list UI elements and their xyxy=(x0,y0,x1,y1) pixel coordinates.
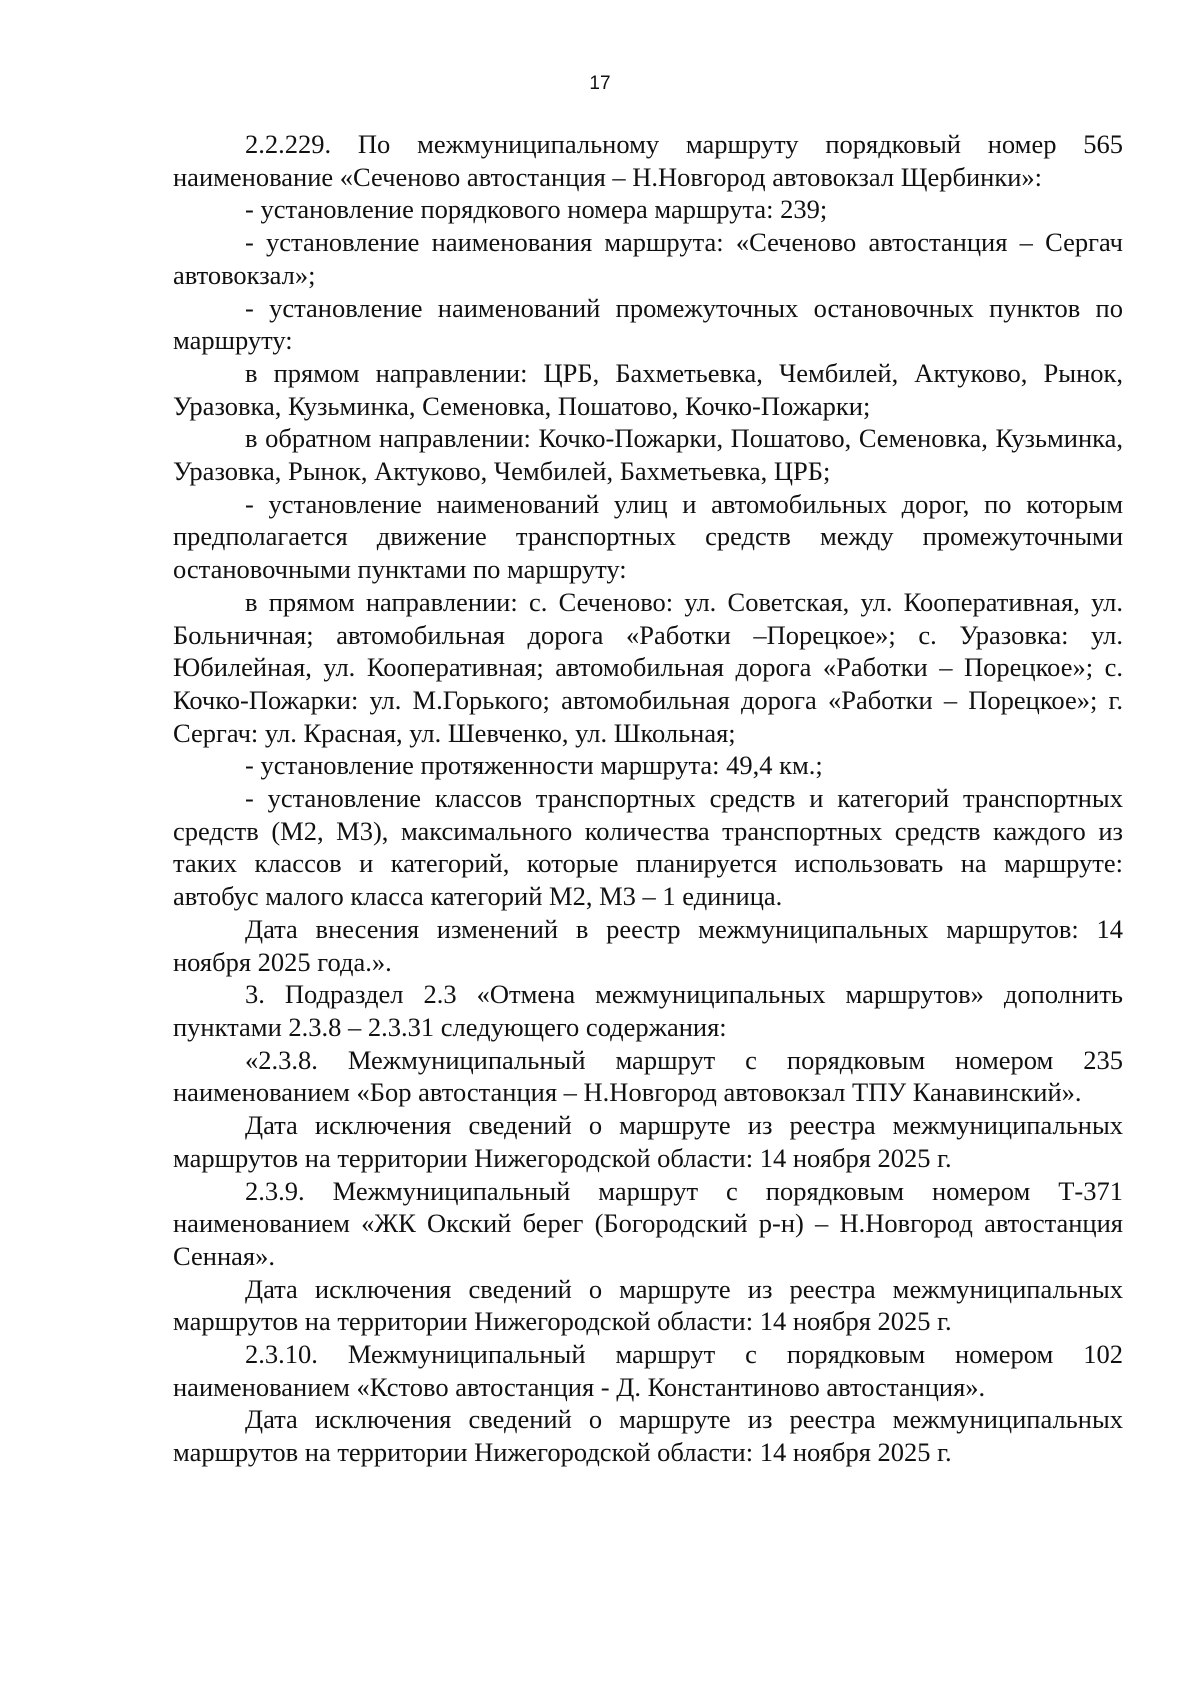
paragraph-subsection-2-3: 3. Подраздел 2.3 «Отмена межмуниципальных маршрутов» дополнить пунктами 2.3.8 – 2.3.31 следующего содержания: xyxy=(173,979,1123,1042)
paragraph-vehicle-classes: - установление классов транспортных средств и категорий транспортных средств (М2, М3), максимального количества транспортных средств каждого из таких классов и категорий, которые планируется использовать на маршруте: автобус малого класса категорий М2, М3 – 1 единица. xyxy=(173,783,1123,912)
paragraph-2-3-9: 2.3.9. Межмуниципальный маршрут с порядковым номером Т-371 наименованием «ЖК Окский берег (Богородский р-н) – Н.Новгород автостанция Сенная». xyxy=(173,1175,1123,1271)
paragraph-streets-forward: в прямом направлении: с. Сеченово: ул. Советская, ул. Кооперативная, ул. Больничная; автомобильная дорога «Работки –Порецкое»; с. Уразовка: ул. Юбилейная, ул. Кооперативная; автомобильная дорога «Работки – Порецкое»; с. Кочко-Пожарки: ул. М.Горького; автомобильная дорога «Работки – Порецкое»; г. Сергач: ул. Красная, ул. Шевченко, ул. Школьная; xyxy=(173,586,1123,748)
document-body xyxy=(173,128,1123,1469)
paragraph-route-length: - установление протяженности маршрута: 49,4 км.; xyxy=(245,750,823,781)
paragraph-route-number: - установление порядкового номера маршрута: 239; xyxy=(245,194,828,225)
paragraph-2-3-8: «2.3.8. Межмуниципальный маршрут с порядковым номером 235 наименованием «Бор автостанция – Н.Новгород автовокзал ТПУ Канавинский». xyxy=(173,1044,1123,1108)
paragraph-stops-heading: - установление наименований промежуточных остановочных пунктов по маршруту: xyxy=(173,292,1123,356)
paragraph-2-3-9-date: Дата исключения сведений о маршруте из реестра межмуниципальных маршрутов на территории Нижегородской области: 14 ноября 2025 г. xyxy=(173,1273,1123,1337)
paragraph-change-date: Дата внесения изменений в реестр межмуниципальных маршрутов: 14 ноября 2025 года.». xyxy=(173,913,1123,977)
paragraph-route-565: 2.2.229. По межмуниципальному маршруту порядковый номер 565 наименование «Сеченово автостанция – Н.Новгород автовокзал Щербинки»: xyxy=(173,129,1123,192)
paragraph-2-3-10: 2.3.10. Межмуниципальный маршрут с порядковым номером 102 наименованием «Кстово автостанция - Д. Константиново автостанция». xyxy=(173,1339,1123,1402)
paragraph-stops-forward: в прямом направлении: ЦРБ, Бахметьевка, Чембилей, Актуково, Рынок, Уразовка, Кузьминка, Семеновка, Пошатово, Кочко-Пожарки; xyxy=(173,357,1123,421)
paragraph-2-3-8-date: Дата исключения сведений о маршруте из реестра межмуниципальных маршрутов на территории Нижегородской области: 14 ноября 2025 г. xyxy=(173,1110,1123,1173)
paragraph-route-name: - установление наименования маршрута: «Сеченово автостанция – Сергач автовокзал»; xyxy=(173,227,1123,290)
paragraph-stops-backward: в обратном направлении: Кочко-Пожарки, Пошатово, Семеновка, Кузьминка, Уразовка, Рынок, Актуково, Чембилей, Бахметьевка, ЦРБ; xyxy=(173,423,1123,487)
paragraph-2-3-10-date: Дата исключения сведений о маршруте из реестра межмуниципальных маршрутов на территории Нижегородской области: 14 ноября 2025 г. xyxy=(173,1404,1123,1468)
paragraph-streets-heading: - установление наименований улиц и автомобильных дорог, по которым предполагается движение транспортных средств между промежуточными остановочными пунктами по маршруту: xyxy=(173,488,1123,585)
page-number: 17 xyxy=(589,73,611,94)
